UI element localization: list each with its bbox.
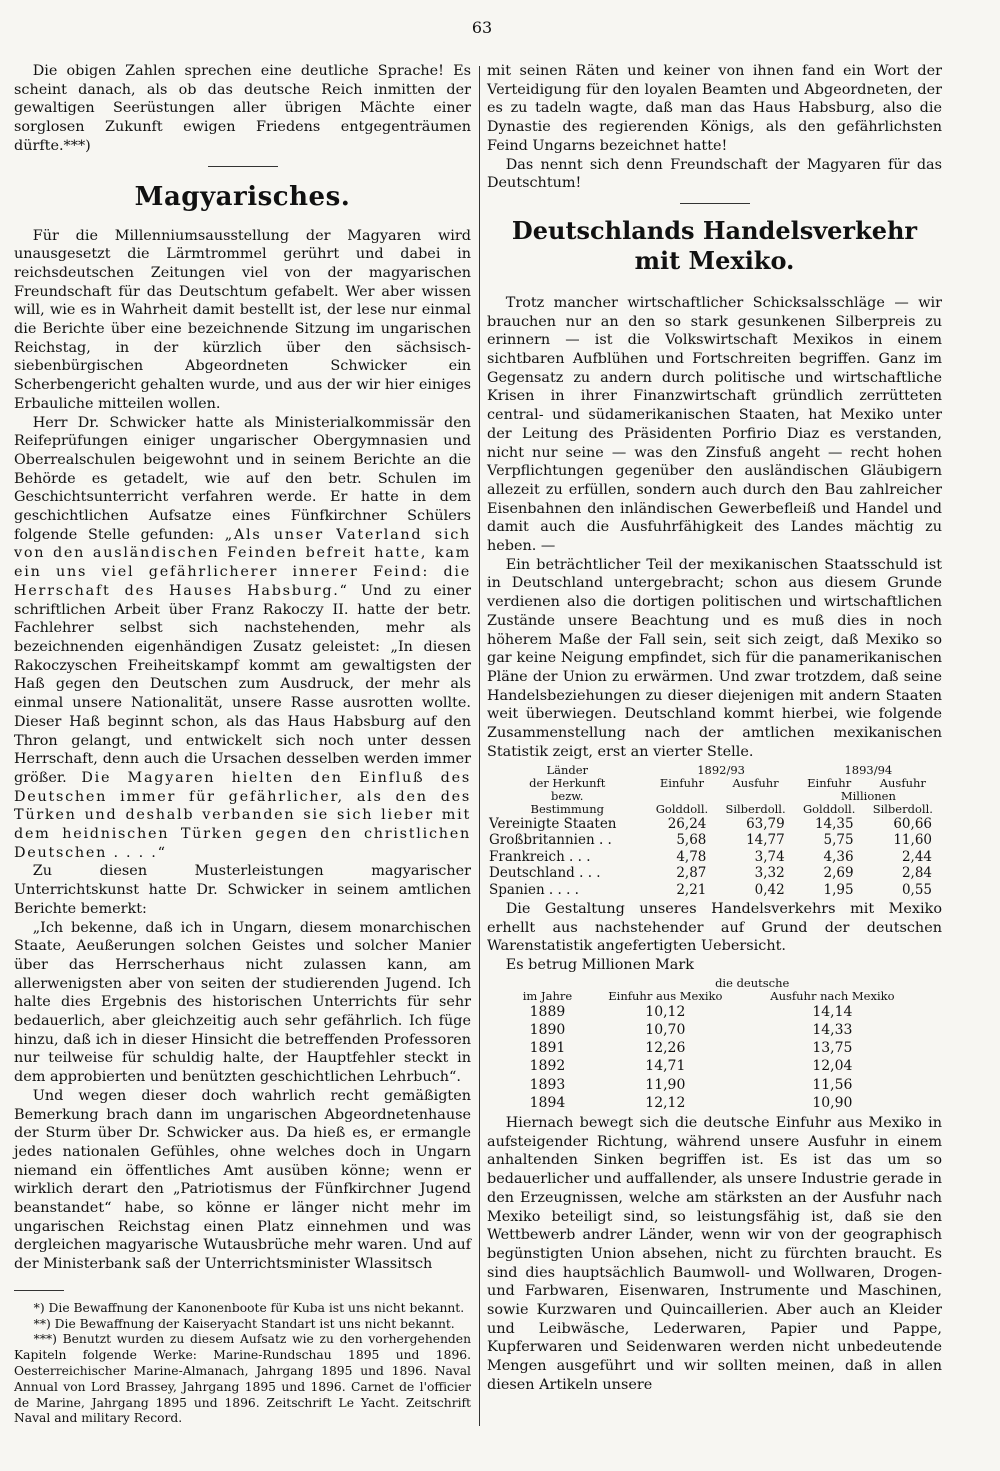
- body-paragraph: Zu diesen Musterleistungen magyarischer Unterrichtskunst hatte Dr. Schwicker in seinem amtlichen Berichte bemerkt:: [14, 863, 471, 917]
- table-caption: Es betrug Millionen Mark: [505, 957, 694, 974]
- table-cell: 0,42: [754, 881, 785, 898]
- table-row: [487, 832, 942, 849]
- text-run: Herr Dr. Schwicker hatte als Ministerialkommissär den Reifeprüfungen einiger ungarischer Obergymnasien und Oberrealschulen beigewohnt und in seinem Berichte an die Behörde es getadelt, wie auf den betr. Schulen im Geschichtsunterricht verfahren werde. Er hatte in dem geschichtlichen Aufsatze eines Fünfkirchner Schülers folgende Stelle gefunden:: [14, 414, 471, 543]
- table-row: [487, 816, 942, 833]
- table-cell: 5,68: [676, 832, 707, 848]
- quote-spaced: „Als unser Vaterland sich von den ausländischen Feinden befreit hatte, kam ein uns viel gefährlicherer innerer Feind: die Herrschaft des Hauses Habsburg.“: [14, 526, 471, 599]
- table-cell: 63,79: [746, 815, 785, 832]
- section-divider: [680, 203, 750, 204]
- table-header: Einfuhr: [807, 775, 852, 790]
- table-header: 1893/94: [844, 762, 893, 777]
- table-cell: 1892: [529, 1058, 566, 1075]
- table-cell: Großbritannien . .: [489, 832, 612, 848]
- table-cell: 2,69: [823, 865, 854, 881]
- quote-paragraph: „Ich bekenne, daß ich in Ungarn, diesem monarchischen Staate, Aeußerungen solchen Geistes und solcher Manier über das Herrscherhaus nicht zulassen kann, am allerwenigsten aber von seiten der studierenden Jugend. Ich halte dies Ergebnis des historischen Unterrichts für sehr bedauerlich, aber gleichzeitig auch sehr gefährlich. Ich füge hinzu, daß ich in dieser Hinsicht die betreffenden Professoren nur teilweise für schuldig halte, der Hauptfehler steckt in dem approbierten und benützten geschichtlichen Lehrbuch“.: [14, 919, 471, 1086]
- body-paragraph: Ein beträchtlicher Teil der mexikanischen Staatsschuld ist in Deutschland untergebracht; schon aus diesem Grunde verdienen also die dortigen politischen und wirtschaftlichen Zustände unsere Beachtung und es muß dies in noch höherem Maße der Fall sein, seit sich zeigt, daß Mexiko so gar keine Neigung empfindet, sich für die panamerikanischen Pläne der Union zu erwärmen. Und zwar trotzdem, daß seine Handelsbeziehungen zu dieser diejenigen mit andern Staaten weit überwiegen. Deutschland kommt hierbei, wie folgende Zusammenstellung nach der amtlichen mexikanischen Statistik zeigt, erst an vierter Stelle.: [487, 556, 942, 760]
- table-cell: 5,75: [823, 832, 854, 848]
- table-cell: 1890: [529, 1022, 566, 1039]
- footnote: **) Die Bewaffnung der Kaiseryacht Standart ist uns nicht bekannt.: [33, 1316, 455, 1331]
- table-header: Silberdoll.: [725, 801, 786, 816]
- table-cell: 11,90: [645, 1076, 686, 1093]
- table-cell: 12,04: [812, 1058, 853, 1075]
- table-header: der Herkunft: [529, 775, 606, 790]
- table-cell: 1891: [529, 1040, 566, 1057]
- table-cell: 11,60: [893, 832, 932, 848]
- table-row: [510, 1039, 920, 1057]
- table-row: [510, 1003, 920, 1021]
- body-paragraph: Hiernach bewegt sich die deutsche Einfuhr aus Mexiko in aufsteigender Richtung, während unsere Ausfuhr in einem anhaltenden Sinken begriffen ist. Es ist das um so bedauerlicher und auffallender, als unsere Industrie gerade in den Erzeugnissen, welche am stärksten an der Ausfuhr nach Mexiko beteiligt sind, so leistungsfähig ist, daß sie den Wettbewerb andrer Länder, wenn wir von der geographisch begünstigten Union absehen, nicht zu fürchten braucht. Es sind dies hauptsächlich Baumwoll- und Wollwaren, Drogen- und Farbwaren, Eisenwaren, Instrumente und Maschinen, sowie Kurzwaren und Quincaillerien. Aber auch an Kleider und Leibwäsche, Lederwaren, Papier und Pappe, Kupferwaren und Seidenwaren werden nicht unbedeutende Mengen ausgeführt und wir sollten meinen, daß in allen diesen Artikeln unsere: [487, 1115, 942, 1393]
- table-cell: 14,77: [746, 832, 785, 848]
- table-cell: 1889: [529, 1003, 566, 1020]
- table-header: Golddoll.: [655, 801, 709, 816]
- footnote-divider: [14, 1290, 64, 1291]
- table-header: Ausfuhr: [879, 775, 926, 790]
- section-heading: Magyarisches.: [134, 181, 351, 212]
- table-header: Einfuhr: [659, 775, 704, 790]
- body-paragraph: Trotz mancher wirtschaftlicher Schicksalsschläge — wir brauchen nur an den so stark gesunkenen Silberpreis zu erinnern — ist die Volkswirtschaft Mexikos in einem sichtbaren Aufblühen und Fortschreiten begriffen. Ganz im Gegensatz zu andern durch politische und wirtschaftliche Krisen in ihrer Finanzwirtschaft gründlich zerrütteten central- und südamerikanischen Staaten, hat Mexiko unter der Leitung des Präsidenten Porfirio Diaz es verstanden, nicht nur seine — was den Zinsfuß angeht — recht hohen Verpflichtungen gegenüber den ausländischen Gläubigern allezeit zu erfüllen, sondern auch durch den Bau zahlreicher Eisenbahnen den inländischen Gewerbefleiß und Handel und damit auch die Ausfuhrfähigkeit des Landes mächtig zu heben. —: [487, 294, 942, 555]
- table-cell: 13,75: [812, 1040, 853, 1057]
- table-cell: 2,44: [901, 848, 932, 865]
- footnote: *) Die Bewaffnung der Kanonenboote für Kuba ist uns nicht bekannt.: [33, 1300, 465, 1315]
- page-number: 63: [471, 18, 493, 37]
- table-row: [510, 1021, 920, 1039]
- table-cell: 10,70: [645, 1022, 686, 1039]
- table-cell: 3,32: [754, 865, 785, 881]
- table-cell: 10,12: [645, 1003, 686, 1020]
- table-header: Ausfuhr: [732, 775, 779, 790]
- table-cell: 2,87: [676, 865, 707, 881]
- table-cell: 10,90: [812, 1094, 853, 1111]
- table-header: Millionen: [840, 788, 896, 803]
- table-cell: 1894: [529, 1094, 566, 1111]
- table-cell: Spanien . . . .: [489, 881, 579, 898]
- table-cell: 14,33: [812, 1022, 853, 1039]
- left-column: [14, 62, 471, 1427]
- table-header: bezw.: [551, 788, 584, 803]
- table-cell: 26,24: [667, 815, 707, 832]
- body-paragraph: [14, 414, 471, 863]
- body-paragraph: Für die Millenniumsausstellung der Magyaren wird unausgesetzt die Lärmtrommel gerührt und dabei in reichsdeutschen Zeitungen viel von der magyarischen Freundschaft für das Deutschtum gefabelt. Wer aber wissen will, wie es in Wahrheit damit bestellt ist, der lese nur einmal die Berichte über eine bezeichnende Sitzung im ungarischen Reichstag, in der kürzlich über den sächsisch-siebenbürgischen Abgeordneten Schwicker ein Scherbengericht gehalten wurde, und aus der wir hier einiges Erbauliche mitteilen wollen.: [14, 227, 471, 412]
- footnotes: [14, 1301, 471, 1427]
- body-paragraph: Die Gestaltung unseres Handelsverkehrs mit Mexiko erhellt aus nachstehender auf Grund der deutschen Warenstatistik angefertigten Uebersicht.: [487, 901, 942, 955]
- table-row: [487, 865, 942, 882]
- section-divider: [208, 166, 278, 167]
- body-paragraph: mit seinen Räten und keiner von ihnen fand ein Wort der Verteidigung für den loyalen Beamten und Abgeordneten, der es zu tadeln wagte, daß man das Haus Habsburg, also die Dynastie des regierenden Königs, als den gefährlichsten Feind Ungarns bezeichnet hatte!: [487, 63, 942, 154]
- yearly-trade-table: [510, 977, 920, 1112]
- footnote: ***) Benutzt wurden zu diesem Aufsatz wie zu den vorhergehenden Kapiteln folgende Werke: Marine-Rundschau 1895 und 1896. Oesterreichischer Marine-Almanach, Jahrgang 1895 und 1896. Naval Annual von Lord Brassey, Jahrgang 1895 und 1896. Carnet de l'officier de Marine, Jahrgang 1895 und 1896. Zeitschrift Le Yacht. Zeitschrift Naval and military Record.: [14, 1332, 471, 1426]
- table-header: im Jahre: [522, 988, 573, 1003]
- table-header: [647, 790, 794, 803]
- table-header: Länder: [546, 762, 589, 777]
- table-row: [510, 1094, 920, 1112]
- table-row: [510, 1057, 920, 1075]
- table-header: Bestimmung: [530, 801, 604, 816]
- intro-paragraph: Die obigen Zahlen sprechen eine deutliche Sprache! Es scheint danach, als ob das deutsche Reich inmitten der gewaltigen Seerüstungen aller übrigen Mächte einer sorglosen Zukunft ewigen Friedens entgegenträumen dürfte.***): [14, 63, 471, 154]
- table-cell: 12,12: [645, 1094, 686, 1111]
- table-cell: 60,66: [893, 815, 932, 832]
- table-cell: 14,35: [814, 815, 854, 832]
- table-header: Silberdoll.: [872, 801, 933, 816]
- table-cell: 12,26: [645, 1040, 686, 1057]
- table-cell: 2,21: [676, 881, 707, 898]
- table-header: die deutsche: [715, 975, 790, 990]
- body-paragraph: Und wegen dieser doch wahrlich recht gemäßigten Bemerkung brach dann im ungarischen Abgeordnetenhause der Sturm über Dr. Schwicker aus. Da hieß es, er ermangle jedes nationalen Gefühles, ohne welches doch in Ungarn niemand ein öffentliches Amt ausüben könne; wenn er wirklich derart den „Patriotismus der Fünfkirchner Jugend beanstandet“ habe, so könne er länger nicht mehr im ungarischen Reichstag einen Platz einnehmen und was dergleichen magyarische Wutausbrüche mehr waren. Und auf der Ministerbank saß der Unterrichtsminister Wlassitsch: [14, 1087, 471, 1273]
- quote-spaced: Die Magyaren hielten den Einfluß des Deutschen immer für gefährlicher, als den des Türken und deshalb verbanden sie sich lieber mit dem heidnischen Türken gegen den christlichen Deutschen . . . .“: [14, 769, 471, 861]
- right-column: [487, 62, 942, 1395]
- table-header: Golddoll.: [802, 801, 856, 816]
- table-cell: 2,84: [901, 865, 932, 881]
- table-cell: 14,71: [645, 1058, 686, 1075]
- table-cell: 14,14: [812, 1003, 853, 1020]
- table-row: [487, 849, 942, 866]
- table-cell: 4,36: [823, 848, 854, 865]
- table-cell: 0,55: [901, 881, 932, 898]
- table-cell: 4,78: [676, 848, 707, 865]
- section-heading: Deutschlands Handelsverkehr mit Mexiko.: [511, 215, 918, 275]
- table-header: Ausfuhr nach Mexiko: [770, 988, 895, 1003]
- table-cell: 1893: [529, 1076, 566, 1093]
- text-run: Und zu einer schriftlichen Arbeit über Franz Rakoczy II. hatte der betr. Fachlehrer selbst sich nachstehenden, mehr als bezeichnenden eigenhändigen Zusatz geleistet: „In diesen Rakoczyschen Freiheitskampf kommt am gewaltigsten der Haß gegen den Deutschen zum Ausdruck, der mehr als einmal unsere Nationalität, unsere Rasse ausrotten wollte. Dieser Haß beginnt schon, als das Haus Habsburg auf den Thron gelangt, und entwickelt sich noch unter dessen Herrschaft, denn auch die Ursachen desselben werden immer größer.: [14, 582, 471, 786]
- body-paragraph: Das nennt sich denn Freundschaft der Magyaren für das Deutschtum!: [487, 156, 942, 192]
- table-header: [510, 977, 585, 990]
- table-cell: 11,56: [812, 1076, 853, 1093]
- table-cell: Frankreich . . .: [489, 848, 591, 865]
- table-row: [487, 882, 942, 899]
- trade-table: [487, 764, 942, 899]
- table-header: 1892/93: [697, 762, 745, 777]
- table-cell: Deutschland . . .: [489, 865, 601, 881]
- table-cell: 3,74: [754, 848, 785, 865]
- column-divider: [479, 66, 480, 1426]
- table-header: Einfuhr aus Mexiko: [608, 988, 723, 1003]
- table-cell: Vereinigte Staaten: [489, 815, 617, 832]
- table-cell: 1,95: [823, 881, 854, 898]
- table-row: [510, 1076, 920, 1094]
